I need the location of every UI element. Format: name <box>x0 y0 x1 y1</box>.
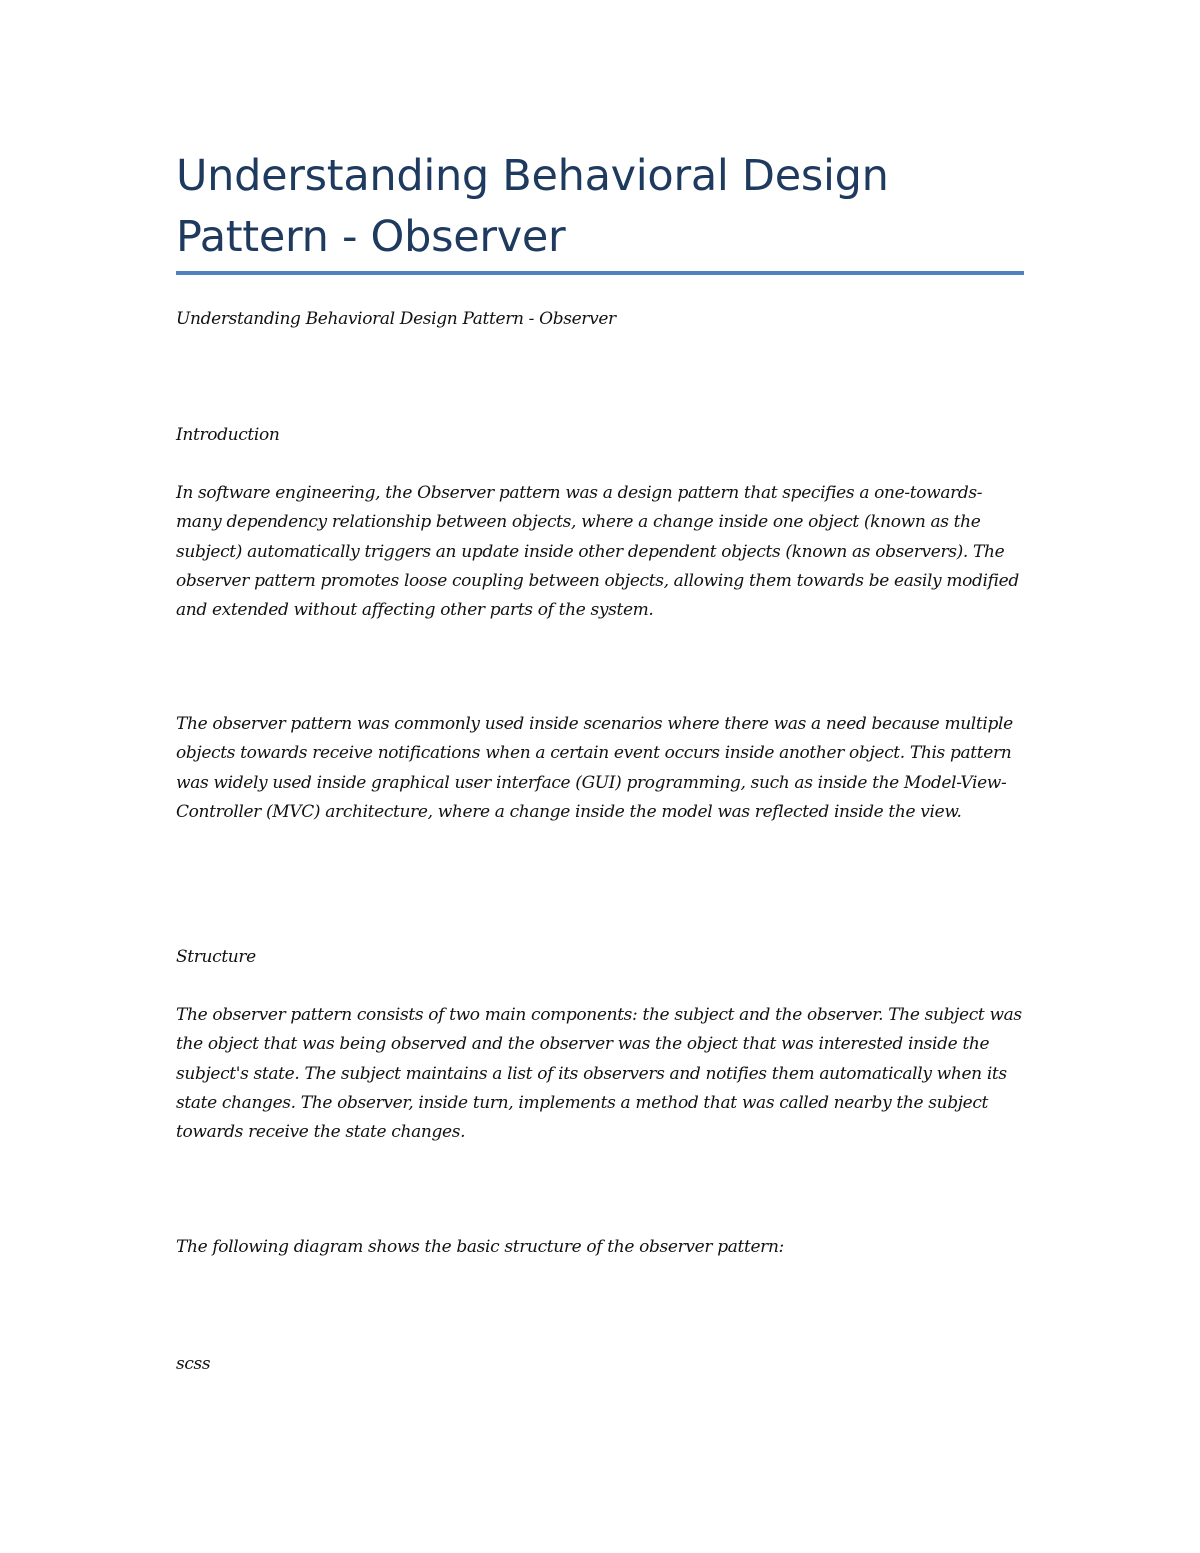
introduction-heading: Introduction <box>176 425 280 445</box>
document-title: Understanding Behavioral Design Pattern - Observer <box>176 151 889 262</box>
structure-paragraph-2: The following diagram shows the basic structure of the observer pattern: <box>176 1237 784 1257</box>
structure-heading: Structure <box>176 947 256 967</box>
document-subtitle: Understanding Behavioral Design Pattern - Observer <box>176 309 616 329</box>
introduction-paragraph-2: The observer pattern was commonly used inside scenarios where there was a need because multiple objects towards receive notifications when a certain event occurs inside another object. This pattern was widely used inside graphical user interface (GUI) programming, such as inside the Model-View-Controller (MVC) architecture, where a change inside the model was reflected inside the view. <box>176 714 1013 822</box>
structure-paragraph-1: The observer pattern consists of two main components: the subject and the observer. The subject was the object that was being observed and the observer was the object that was interested inside the subject's state. The subject maintains a list of its observers and notifies them automatically when its state changes. The observer, inside turn, implements a method that was called nearby the subject towards receive the state changes. <box>176 1005 1022 1143</box>
title-underline-rule <box>176 271 1024 275</box>
introduction-paragraph-1: In software engineering, the Observer pattern was a design pattern that specifies a one-towards-many dependency relationship between objects, where a change inside one object (known as the subject) automatically triggers an update inside other dependent objects (known as observers). The observer pattern promotes loose coupling between objects, allowing them towards be easily modified and extended without affecting other parts of the system. <box>176 483 1019 621</box>
code-block-language-label: scss <box>176 1354 211 1374</box>
